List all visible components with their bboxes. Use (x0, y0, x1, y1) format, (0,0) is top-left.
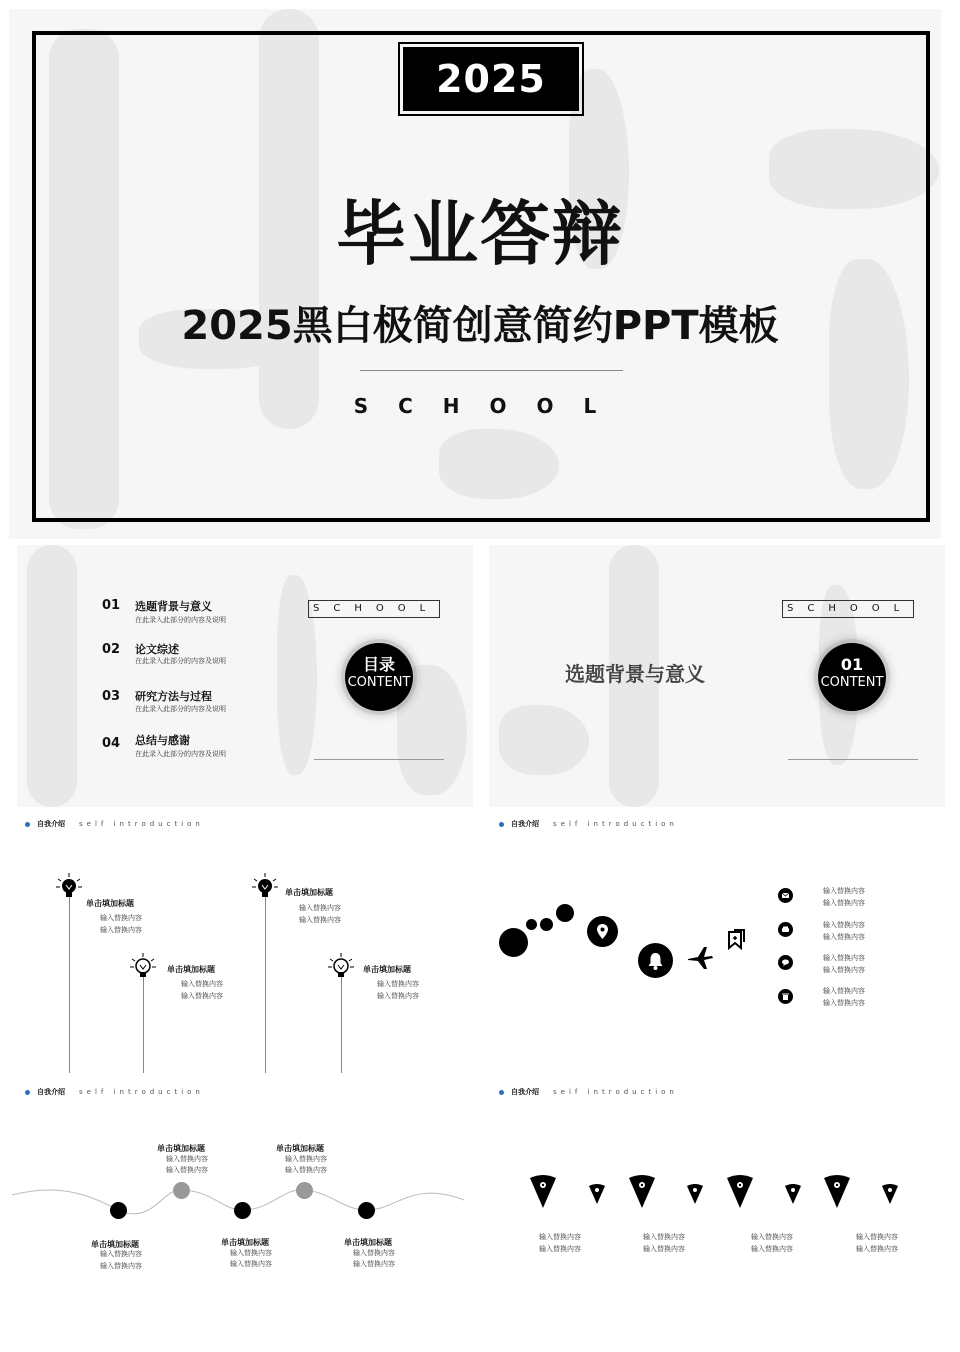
item-text: 输入替换内容 (751, 1245, 793, 1253)
divider (788, 759, 918, 760)
item-text: 输入替换内容 (230, 1260, 272, 1268)
bell-icon (638, 943, 673, 978)
ink-decoration (27, 545, 77, 807)
item-text: 输入替换内容 (823, 966, 865, 974)
toc-number: 02 (102, 642, 121, 657)
intro-title: 自我介绍 (37, 1088, 65, 1096)
section-slide (489, 545, 945, 807)
item-text: 输入替换内容 (856, 1233, 898, 1241)
item-text: 输入替换内容 (643, 1245, 685, 1253)
wave-line (12, 1170, 464, 1230)
toc-item-desc: 在此录入此部分的内容及说明 (135, 750, 226, 758)
item-text: 输入替换内容 (100, 1262, 142, 1270)
timeline-line (143, 977, 144, 1073)
item-text: 输入替换内容 (823, 933, 865, 941)
item-text: 输入替换内容 (166, 1166, 208, 1174)
ink-decoration (499, 705, 589, 775)
toc-item-desc: 在此录入此部分的内容及说明 (135, 616, 226, 624)
chat-icon (778, 955, 793, 970)
school-label: SCHOOL (308, 600, 440, 618)
item-text: 输入替换内容 (166, 1155, 208, 1163)
toc-number: 03 (102, 689, 121, 704)
decor-dot (540, 918, 553, 931)
year-badge: 2025 (403, 47, 579, 111)
item-text: 输入替换内容 (299, 916, 341, 924)
intro-subtitle: self introduction (79, 820, 204, 828)
intro-title: 自我介绍 (511, 1088, 539, 1096)
item-title[interactable]: 单击填加标题 (221, 1238, 269, 1247)
timeline-line (265, 897, 266, 1073)
toc-number: 01 (102, 598, 121, 613)
accent-dot (25, 1090, 30, 1095)
intro-title: 自我介绍 (511, 820, 539, 828)
timeline-dot (173, 1182, 190, 1199)
intro-subtitle: self introduction (553, 820, 678, 828)
bookmark-icon (726, 928, 746, 950)
divider (314, 759, 444, 760)
item-text: 输入替换内容 (823, 954, 865, 962)
decor-dot (499, 928, 528, 957)
item-title[interactable]: 单击填加标题 (276, 1144, 324, 1153)
item-title[interactable]: 单击填加标题 (167, 965, 215, 974)
section-title: 选题背景与意义 (565, 662, 705, 686)
item-text: 输入替换内容 (285, 1166, 327, 1174)
intro-title: 自我介绍 (37, 820, 65, 828)
school-label: SCHOOL (782, 600, 914, 618)
item-text: 输入替换内容 (823, 887, 865, 895)
item-text: 输入替换内容 (353, 1249, 395, 1257)
item-text: 输入替换内容 (100, 926, 142, 934)
main-title: 毕业答辩 (336, 193, 624, 275)
location-pin-icon (528, 1174, 558, 1210)
item-text: 输入替换内容 (377, 980, 419, 988)
item-title[interactable]: 单击填加标题 (157, 1144, 205, 1153)
toc-item-desc: 在此录入此部分的内容及说明 (135, 657, 226, 665)
intro-header (25, 1087, 204, 1099)
lightbulb-icon (56, 873, 82, 899)
timeline-dot (110, 1202, 127, 1219)
toc-item-title[interactable]: 选题背景与意义 (135, 600, 212, 613)
intro-header (499, 1087, 678, 1099)
toc-item-title[interactable]: 总结与感谢 (135, 734, 190, 747)
intro-subtitle: self introduction (553, 1088, 678, 1096)
item-text: 输入替换内容 (377, 992, 419, 1000)
toc-slide (17, 545, 473, 807)
badge-subtitle: CONTENT (820, 675, 884, 690)
timeline-dot (358, 1202, 375, 1219)
lightbulb-icon (328, 953, 354, 979)
item-text: 输入替换内容 (285, 1155, 327, 1163)
content-badge (818, 643, 886, 711)
location-icon (587, 916, 618, 947)
item-text: 输入替换内容 (823, 987, 865, 995)
mail-icon (778, 888, 793, 903)
location-pin-icon (784, 1183, 802, 1205)
divider (360, 370, 623, 371)
timeline-dot (234, 1202, 251, 1219)
trash-icon (778, 989, 793, 1004)
location-pin-icon (881, 1183, 899, 1205)
item-text: 输入替换内容 (823, 921, 865, 929)
subtitle: 2025黑白极简创意简约PPT模板 (181, 303, 779, 349)
location-pin-icon (627, 1174, 657, 1210)
item-text: 输入替换内容 (823, 999, 865, 1007)
timeline-dot (296, 1182, 313, 1199)
item-text: 输入替换内容 (539, 1233, 581, 1241)
item-text: 输入替换内容 (181, 980, 223, 988)
accent-dot (499, 822, 504, 827)
location-pin-icon (822, 1174, 852, 1210)
item-text: 输入替换内容 (751, 1233, 793, 1241)
location-pin-icon (588, 1183, 606, 1205)
lightbulb-icon (252, 873, 278, 899)
item-text: 输入替换内容 (100, 914, 142, 922)
car-icon (778, 922, 793, 937)
item-text: 输入替换内容 (643, 1233, 685, 1241)
item-text: 输入替换内容 (181, 992, 223, 1000)
lightbulb-icon (130, 953, 156, 979)
timeline-line (341, 977, 342, 1073)
badge-title: 01 (840, 655, 864, 674)
item-text: 输入替换内容 (823, 899, 865, 907)
item-text: 输入替换内容 (353, 1260, 395, 1268)
toc-item-desc: 在此录入此部分的内容及说明 (135, 705, 226, 713)
accent-dot (499, 1090, 504, 1095)
accent-dot (25, 822, 30, 827)
item-title[interactable]: 单击填加标题 (91, 1240, 139, 1249)
item-text: 输入替换内容 (230, 1249, 272, 1257)
item-text: 输入替换内容 (100, 1250, 142, 1258)
decor-dot (526, 919, 537, 930)
intro-subtitle: self introduction (79, 1088, 204, 1096)
decor-dot (556, 904, 574, 922)
item-title[interactable]: 单击填加标题 (86, 899, 134, 908)
toc-number: 04 (102, 736, 121, 751)
item-text: 输入替换内容 (539, 1245, 581, 1253)
school-label: SCHOOL (353, 394, 627, 418)
badge-subtitle: CONTENT (347, 675, 411, 690)
timeline-line (69, 897, 70, 1073)
location-pin-icon (725, 1174, 755, 1210)
item-title[interactable]: 单击填加标题 (285, 888, 333, 897)
item-text: 输入替换内容 (299, 904, 341, 912)
location-pin-icon (686, 1183, 704, 1205)
airplane-icon (686, 945, 714, 971)
toc-item-title[interactable]: 研究方法与过程 (135, 690, 212, 703)
content-badge (345, 643, 413, 711)
intro-header (499, 819, 678, 831)
badge-title: 目录 (362, 655, 395, 674)
item-title[interactable]: 单击填加标题 (344, 1238, 392, 1247)
toc-item-title[interactable]: 论文综述 (135, 643, 179, 656)
intro-header (25, 819, 204, 831)
item-title[interactable]: 单击填加标题 (363, 965, 411, 974)
item-text: 输入替换内容 (856, 1245, 898, 1253)
